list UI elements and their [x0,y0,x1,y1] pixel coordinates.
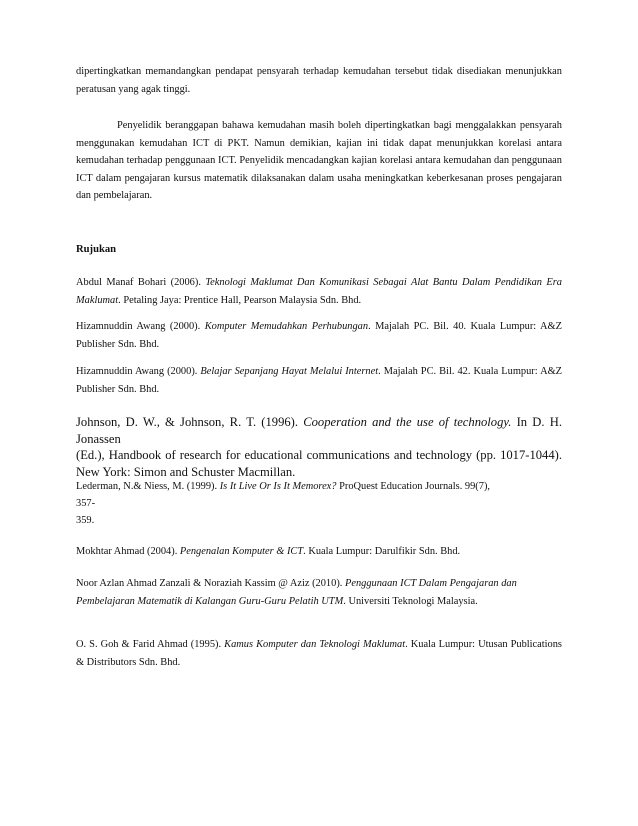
reference-entry: Mokhtar Ahmad (2004). Pengenalan Komputer & ICT. Kuala Lumpur: Darulfikir Sdn. Bhd. [76,546,461,557]
reference-entry: Hizamnuddin Awang (2000). Belajar Sepanjang Hayat Melalui Internet. Majalah PC. Bil. 42. Kuala Lumpur: A&Z Publisher Sdn. Bhd. [76,366,563,395]
reference-entry: Johnson, D. W., & Johnson, R. T. (1996). Cooperation and the use of technology. In D. H. Jonassen (Ed.), Handbook of research for educational communications and technology (pp. 1017-1044). New York: Simon and Schuster Macmillan. [76,415,562,479]
paragraph-continued: dipertingkatkan memandangkan pendapat pensyarah terhadap kemudahan tersebut tidak disediakan menunjukkan peratusan yang agak tinggi. [76,66,562,95]
reference-entry: Abdul Manaf Bohari (2006). Teknologi Maklumat Dan Komunikasi Sebagai Alat Bantu Dalam Pendidikan Era Maklumat. Petaling Jaya: Prentice Hall, Pearson Malaysia Sdn. Bhd. [76,277,562,306]
reference-entry: O. S. Goh & Farid Ahmad (1995). Kamus Komputer dan Teknologi Maklumat. Kuala Lumpur: Utusan Publications & Distributors Sdn. Bhd. [76,639,562,668]
reference-entry: Noor Azlan Ahmad Zanzali & Noraziah Kassim @ Aziz (2010). Penggunaan ICT Dalam Pengajaran dan Pembelajaran Matematik di Kalangan Guru-Guru Pelatih UTM. Universiti Teknologi Malaysia. [76,578,517,607]
paragraph-recommendation: Penyelidik beranggapan bahawa kemudahan masih boleh dipertingkatkan bagi menggalakkan pensyarah menggunakan kemudahan ICT di PKT. Namun demikian, kajian ini tidak dapat menunjukkan korelasi antara kemudahan terhadap penggunaan ICT. Penyelidik mencadangkan kajian korelasi antara kemudahan dan penggunaan ICT dalam pengajaran kursus matematik dilaksanakan dalam usaha meningkatkan keberkesanan proses pengajaran dan pembelajaran. [76,120,562,202]
reference-entry: Hizamnuddin Awang (2000). Komputer Memudahkan Perhubungan. Majalah PC. Bil. 40. Kuala Lumpur: A&Z Publisher Sdn. Bhd. [76,321,562,350]
references-heading: Rujukan [76,244,117,255]
reference-entry: Lederman, N.& Niess, M. (1999). Is It Live Or Is It Memorex? ProQuest Education Journals. 99(7), 357- 359. [76,481,491,526]
